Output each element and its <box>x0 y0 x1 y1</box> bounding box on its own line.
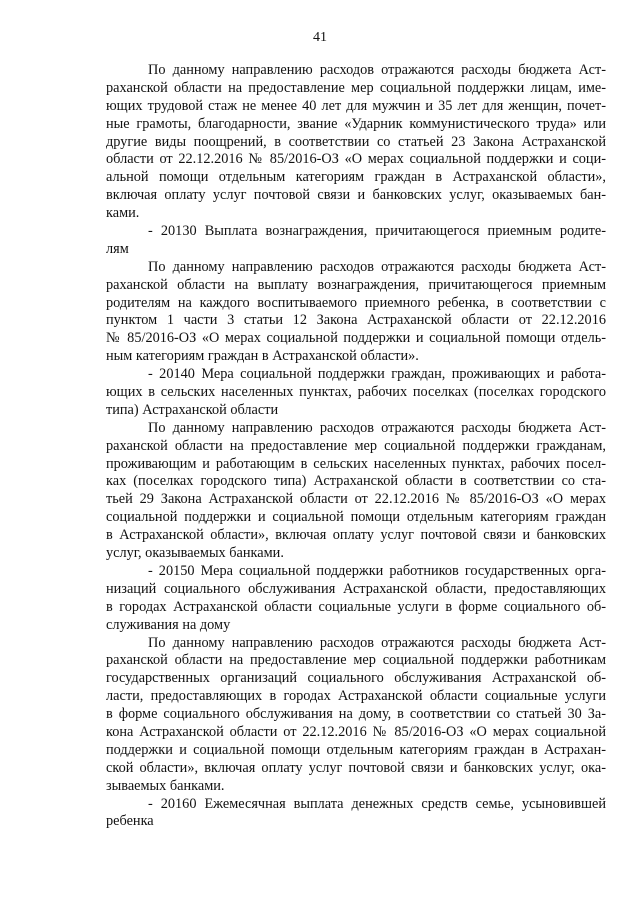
text-line: раханской области на предоставление мер социальной поддержки гражданам, <box>106 437 606 454</box>
text-line: низаций социального обслуживания Астраханской области, предоставляющих <box>106 580 606 597</box>
paragraph-heading-20140 <box>106 366 606 420</box>
paragraph-heading-20150 <box>106 563 606 635</box>
text-line: в форме социального обслуживания на дому, в соответствии со статьей 30 За- <box>106 706 606 723</box>
text-line: ющих трудовой стаж не менее 40 лет для мужчин и 35 лет для женщин, почет- <box>106 97 606 114</box>
document-body <box>106 62 606 831</box>
text-line: ласти, предоставляющих в городах Астраханской области социальные услуги <box>106 688 606 705</box>
text-line: пунктом 1 части 3 статьи 12 Закона Астраханской области от 22.12.2016 <box>106 312 606 329</box>
paragraph-body <box>106 259 606 366</box>
text-line: тьей 29 Закона Астраханской области от 22.12.2016 № 85/2016-ОЗ «О мерах <box>106 491 606 508</box>
text-line: ным категориям граждан в Астраханской области». <box>106 348 419 365</box>
text-line: ющих в сельских населенных пунктах, рабочих поселках (поселках городского <box>106 384 606 401</box>
text-line: По данному направлению расходов отражаются расходы бюджета Аст- <box>148 258 606 275</box>
paragraph-body <box>106 635 606 796</box>
text-line: По данному направлению расходов отражаются расходы бюджета Аст- <box>148 634 606 651</box>
text-line: - 20140 Мера социальной поддержки граждан, проживающих и работа- <box>148 366 606 383</box>
text-line: ками. <box>106 205 140 222</box>
text-line: социальной поддержки и социальной помощи отдельным категориям граждан <box>106 509 606 526</box>
text-line: в городах Астраханской области социальные услуги в форме социального об- <box>106 598 606 615</box>
paragraph-body <box>106 62 606 223</box>
text-line: родителям на каждого воспитываемого приемного ребенка, в соответствии с <box>106 294 606 311</box>
text-line: служивания на дому <box>106 616 231 633</box>
text-line: - 20130 Выплата вознаграждения, причитающегося приемным родите- <box>148 223 606 240</box>
text-line: раханской области на выплату вознаграждения, причитающегося приемным <box>106 276 606 293</box>
text-line: кона Астраханской области от 22.12.2016 № 85/2016-ОЗ «О мерах социальной <box>106 723 606 740</box>
text-line: ской области», включая оплату услуг почтовой связи и банковских услуг, ока- <box>106 759 606 776</box>
text-line: включая оплату услуг почтовой связи и банковских услуг, оказываемых бан- <box>106 187 606 204</box>
text-line: ребенка <box>106 813 154 830</box>
paragraph-body <box>106 420 606 563</box>
text-line: зываемых банками. <box>106 777 225 794</box>
text-line: - 20160 Ежемесячная выплата денежных средств семье, усыновившей <box>148 795 606 812</box>
text-line: лям <box>106 240 129 257</box>
text-line: области от 22.12.2016 № 85/2016-ОЗ «О мерах социальной поддержки и соци- <box>106 151 606 168</box>
text-line: - 20150 Мера социальной поддержки работников государственных орга- <box>148 562 606 579</box>
text-line: По данному направлению расходов отражаются расходы бюджета Аст- <box>148 62 606 78</box>
paragraph-heading-20130 <box>106 223 606 259</box>
text-line: альной помощи отдельным категориям граждан в Астраханской области», <box>106 169 606 186</box>
text-line: По данному направлению расходов отражаются расходы бюджета Аст- <box>148 419 606 436</box>
text-line: ные грамоты, благодарности, звание «Ударник коммунистического труда» или <box>106 115 606 132</box>
text-line: раханской области на предоставление мер социальной поддержки лицам, име- <box>106 79 606 96</box>
text-line: раханской области на предоставление мер социальной поддержки работникам <box>106 652 606 669</box>
text-line: другие виды поощрений, в соответствии со статьей 23 Закона Астраханской <box>106 133 606 150</box>
text-line: № 85/2016-ОЗ «О мерах социальной поддержки и социальной помощи отдель- <box>106 330 606 347</box>
text-line: государственных организаций социального обслуживания Астраханской об- <box>106 670 606 687</box>
text-line: типа) Астраханской области <box>106 401 279 418</box>
paragraph-heading-20160 <box>106 796 606 832</box>
page-number: 41 <box>313 30 327 45</box>
text-line: поддержки и социальной помощи отдельным категориям граждан в Астрахан- <box>106 741 606 758</box>
text-line: услуг, оказываемых банками. <box>106 545 284 562</box>
text-line: в Астраханской области», включая оплату услуг почтовой связи и банковских <box>106 527 606 544</box>
text-line: ках (поселках городского типа) Астраханской области в соответствии со ста- <box>106 473 606 490</box>
text-line: проживающим и работающим в сельских населенных пунктах, рабочих посел- <box>106 455 606 472</box>
